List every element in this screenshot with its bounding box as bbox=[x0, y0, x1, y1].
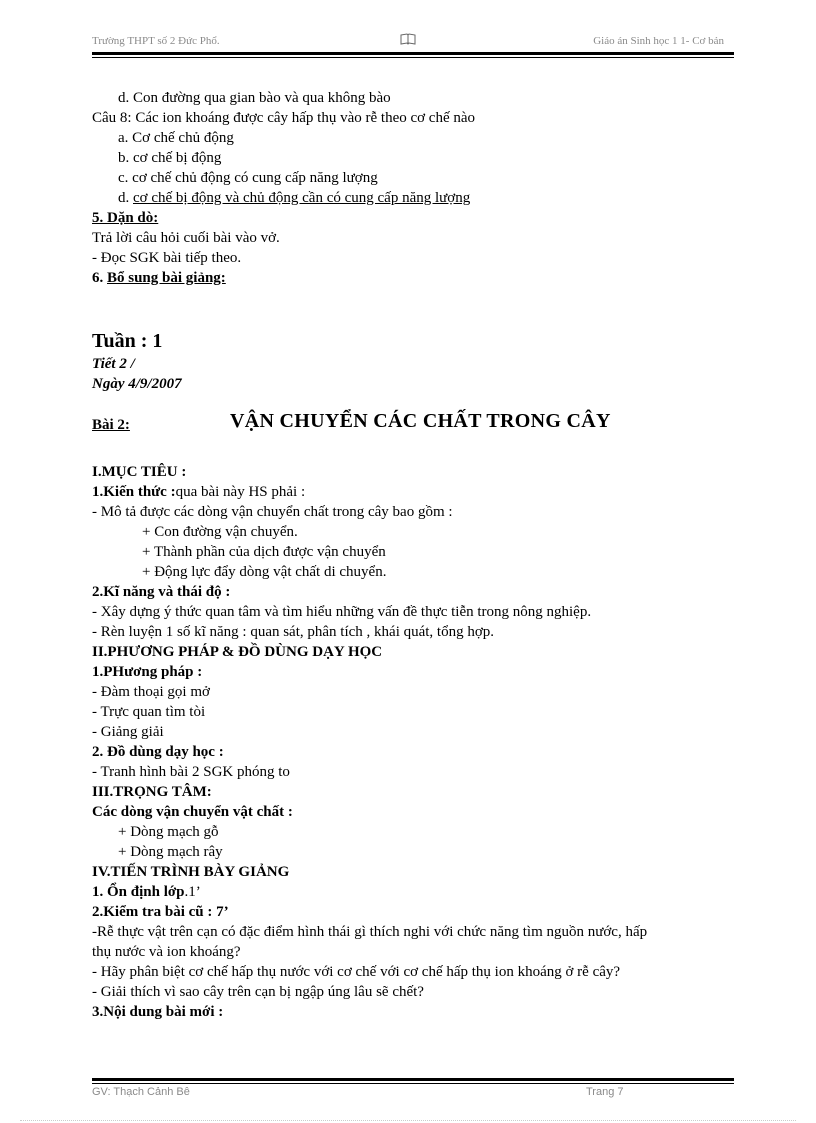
list-item: + Con đường vận chuyển. bbox=[142, 524, 298, 540]
section-bo-sung bbox=[92, 268, 760, 288]
page-edge bbox=[20, 1120, 796, 1121]
option-c: c. cơ chế chủ động có cung cấp năng lượng bbox=[118, 170, 378, 186]
subheading-knowledge: 1.Kiến thức : bbox=[92, 484, 176, 500]
lesson-title-row bbox=[92, 406, 760, 436]
lesson-label: Bài 2: bbox=[92, 417, 130, 433]
section-objectives: I.MỤC TIÊU : bbox=[92, 464, 187, 480]
section-number: 6. bbox=[92, 270, 107, 286]
text-line: - Tranh hình bài 2 SGK phóng to bbox=[92, 764, 290, 780]
lesson-title: VẬN CHUYỂN CÁC CHẤT TRONG CÂY bbox=[230, 410, 611, 432]
text-line: - Hãy phân biệt cơ chế hấp thụ nước với cơ chế với cơ chế hấp thụ ion khoáng ở rễ cây? bbox=[92, 964, 621, 980]
lesson-number: Tiết 2 / bbox=[92, 356, 135, 372]
section-methods: II.PHƯƠNG PHÁP & ĐỒ DÙNG DẠY HỌC bbox=[92, 644, 383, 660]
header-rule bbox=[92, 52, 734, 55]
subheading-class-order: 1. Ổn định lớp bbox=[92, 884, 185, 900]
footer-page-number: Trang 7 bbox=[586, 1086, 624, 1098]
week-heading: Tuần : 1 bbox=[92, 330, 163, 352]
footer-rule-thin bbox=[92, 1083, 734, 1084]
header-rule-thin bbox=[92, 57, 734, 58]
footer-rule bbox=[92, 1078, 734, 1081]
subheading-materials: 2. Đồ dùng dạy học : bbox=[92, 744, 224, 760]
text-line: - Rèn luyện 1 số kĩ năng : quan sát, phân tích , khái quát, tổng hợp. bbox=[92, 624, 495, 640]
focus-subheading: Các dòng vận chuyển vật chất : bbox=[92, 804, 293, 820]
section-bo-sung-title: Bổ sung bài giảng: bbox=[107, 270, 226, 286]
class-order-time: .1’ bbox=[184, 884, 201, 900]
lesson-date: Ngày 4/9/2007 bbox=[92, 376, 182, 392]
book-icon bbox=[400, 33, 416, 49]
text-line: Trả lời câu hỏi cuối bài vào vở. bbox=[92, 230, 280, 246]
text-line: - Đàm thoại gọi mở bbox=[92, 684, 210, 700]
option-d bbox=[92, 188, 760, 208]
text-line: - Xây dựng ý thức quan tâm và tìm hiểu những vấn đề thực tiễn trong nông nghiệp. bbox=[92, 604, 592, 620]
text-line bbox=[92, 482, 760, 502]
header-school: Trường THPT số 2 Đức Phổ. bbox=[92, 35, 220, 47]
option-a: a. Cơ chế chủ động bbox=[118, 130, 234, 146]
text-line: - Đọc SGK bài tiếp theo. bbox=[92, 250, 242, 266]
document-body bbox=[92, 88, 760, 1022]
text-line: thụ nước và ion khoáng? bbox=[92, 944, 241, 960]
subheading-review: 2.Kiểm tra bài cũ : 7’ bbox=[92, 904, 229, 920]
section-procedure: IV.TIẾN TRÌNH BÀY GIẢNG bbox=[92, 864, 290, 880]
subheading-new-content: 3.Nội dung bài mới : bbox=[92, 1004, 224, 1020]
page-header bbox=[92, 35, 724, 51]
list-item: + Thành phần của dịch được vận chuyển bbox=[142, 544, 386, 560]
list-item: + Dòng mạch rây bbox=[118, 844, 223, 860]
subheading-method: 1.PHương pháp : bbox=[92, 664, 203, 680]
question-8: Câu 8: Các ion khoáng được cây hấp thụ vào rễ theo cơ chế nào bbox=[92, 110, 476, 126]
list-item: + Dòng mạch gỗ bbox=[118, 824, 219, 840]
text-line: -Rễ thực vật trên cạn có đặc điểm hình thái gì thích nghi với chức năng tìm nguồn nước, hấp bbox=[92, 924, 648, 940]
text-line bbox=[92, 882, 760, 902]
option-b: b. cơ chế bị động bbox=[118, 150, 222, 166]
section-focus: III.TRỌNG TÂM: bbox=[92, 784, 212, 800]
knowledge-text: qua bài này HS phải : bbox=[175, 484, 306, 500]
subheading-skills: 2.Kĩ năng và thái độ : bbox=[92, 584, 231, 600]
text-line: d. Con đường qua gian bào và qua không bào bbox=[118, 90, 391, 106]
option-d-answer: cơ chế bị động và chủ động cần có cung cấp năng lượng bbox=[133, 190, 471, 206]
header-subject: Giáo án Sinh học 1 1- Cơ bản bbox=[593, 35, 724, 47]
text-line: - Mô tả được các dòng vận chuyển chất trong cây bao gồm : bbox=[92, 504, 453, 520]
text-line: - Trực quan tìm tòi bbox=[92, 704, 206, 720]
section-dan-do: 5. Dặn dò: bbox=[92, 210, 159, 226]
footer-teacher: GV: Thạch Cảnh Bê bbox=[92, 1086, 190, 1098]
page-footer bbox=[92, 1086, 734, 1102]
text-line: - Giải thích vì sao cây trên cạn bị ngập úng lâu sẽ chết? bbox=[92, 984, 424, 1000]
list-item: + Động lực đẩy dòng vật chất di chuyển. bbox=[142, 564, 387, 580]
option-d-prefix: d. bbox=[118, 190, 133, 206]
text-line: - Giảng giải bbox=[92, 724, 164, 740]
